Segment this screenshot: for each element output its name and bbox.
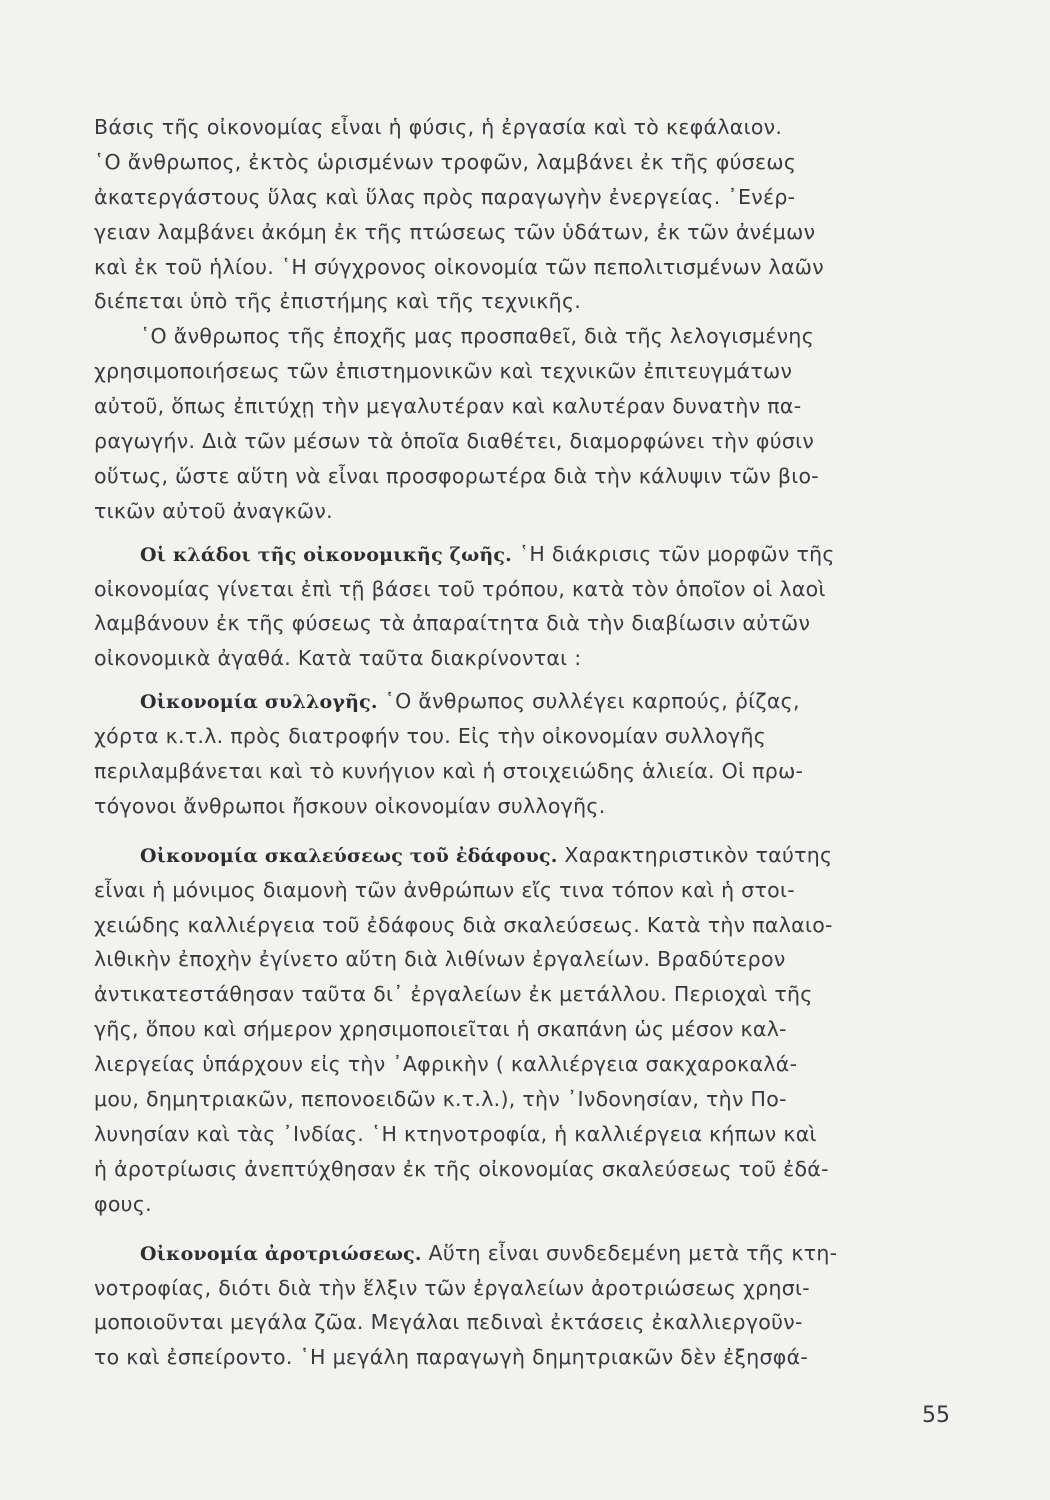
- text-line: αὐτοῦ, ὅπως ἐπιτύχῃ τὴν μεγαλυτέραν καὶ καλυτέραν δυνατὴν πα-: [94, 394, 802, 419]
- text-line: οἰκονομίας γίνεται ἐπὶ τῇ βάσει τοῦ τρόπου, κατὰ τὸν ὁποῖον οἱ λαοὶ: [94, 576, 826, 601]
- text-line: [94, 537, 942, 572]
- text-run: ῾Η διάκρισις τῶν μορφῶν τῆς: [518, 541, 835, 566]
- page-number: 55: [922, 1403, 950, 1428]
- section-heading: Οἰκονομία ἀροτριώσεως.: [140, 1242, 422, 1265]
- section-heading: Οἰκονομία συλλογῆς.: [140, 691, 378, 714]
- text-line: τικῶν αὐτοῦ ἀναγκῶν.: [94, 498, 333, 523]
- body-text: [94, 110, 942, 1375]
- text-line: ραγωγήν. Διὰ τῶν μέσων τὰ ὁποῖα διαθέτει, διαμορφώνει τὴν φύσιν: [94, 429, 815, 454]
- text-line: γῆς, ὅπου καὶ σήμερον χρησιμοποιεῖται ἡ σκαπάνη ὡς μέσον καλ-: [94, 1017, 787, 1042]
- section-heading: Οἱ κλάδοι τῆς οἰκονομικῆς ζωῆς.: [140, 543, 512, 566]
- text-line: οὕτως, ὥστε αὕτη νὰ εἶναι προσφορωτέρα διὰ τὴν κάλυψιν τῶν βιο-: [94, 463, 819, 488]
- text-line: καὶ ἐκ τοῦ ἡλίου. ῾Η σύγχρονος οἰκονομία τῶν πεπολιτισμένων λαῶν: [94, 254, 824, 279]
- text-line: ῾Ο ἄνθρωπος τῆς ἐποχῆς μας προσπαθεῖ, διὰ τῆς λελογισμένης: [140, 324, 815, 349]
- paragraph-6: [94, 1236, 942, 1376]
- text-line: λαμβάνουν ἐκ τῆς φύσεως τὰ ἀπαραίτητα διὰ τὴν διαβίωσιν αὐτῶν: [94, 611, 811, 636]
- text-run: Αὕτη εἶναι συνδεδεμένη μετὰ τῆς κτη-: [428, 1240, 838, 1265]
- text-line: το καὶ ἐσπείροντο. ῾Η μεγάλη παραγωγὴ δημητριακῶν δὲν ἐξησφά-: [94, 1345, 809, 1370]
- paragraph-1: [94, 110, 942, 319]
- text-line: [94, 684, 942, 719]
- text-line: χειώδης καλλιέργεια τοῦ ἐδάφους διὰ σκαλεύσεως. Κατὰ τὴν παλαιο-: [94, 912, 833, 937]
- text-line: [94, 1236, 942, 1271]
- text-line: διέπεται ὑπὸ τῆς ἐπιστήμης καὶ τῆς τεχνικῆς.: [94, 289, 582, 314]
- paragraph-2: [94, 319, 942, 528]
- text-line: λιθικὴν ἐποχὴν ἐγίνετο αὕτη διὰ λιθίνων ἐργαλείων. Βραδύτερον: [94, 947, 786, 972]
- text-line: μου, δημητριακῶν, πεπονοειδῶν κ.τ.λ.), τὴν ᾿Ινδονησίαν, τὴν Πο-: [94, 1087, 787, 1112]
- text-line: γειαν λαμβάνει ἀκόμη ἐκ τῆς πτώσεως τῶν ὑδάτων, ἐκ τῶν ἀνέμων: [94, 219, 816, 244]
- section-heading: Οἰκονομία σκαλεύσεως τοῦ ἐδάφους.: [140, 844, 558, 867]
- text-line: μοποιοῦνται μεγάλα ζῶα. Μεγάλαι πεδιναὶ ἐκτάσεις ἐκαλλιεργοῦν-: [94, 1310, 803, 1335]
- text-line: ἡ ἀροτρίωσις ἀνεπτύχθησαν ἐκ τῆς οἰκονομίας σκαλεύσεως τοῦ ἐδά-: [94, 1156, 829, 1181]
- paragraph-3: [94, 537, 942, 677]
- text-line: χρησιμοποιήσεως τῶν ἐπιστημονικῶν καὶ τεχνικῶν ἐπιτευγμάτων: [94, 359, 793, 384]
- text-run: Χαρακτηριστικὸν ταύτης: [564, 842, 833, 867]
- text-line: ἀντικατεστάθησαν ταῦτα δι᾿ ἐργαλείων ἐκ μετάλλου. Περιοχαὶ τῆς: [94, 982, 813, 1007]
- text-line: ῾Ο ἄνθρωπος, ἐκτὸς ὡρισμένων τροφῶν, λαμβάνει ἐκ τῆς φύσεως: [94, 149, 797, 174]
- text-line: λιεργείας ὑπάρχουν εἰς τὴν ᾿Αφρικὴν ( καλλιέργεια σακχαροκαλά-: [94, 1052, 798, 1077]
- text-run: ῾Ο ἄνθρωπος συλλέγει καρπούς, ῥίζας,: [384, 689, 800, 714]
- text-line: φους.: [94, 1191, 152, 1216]
- text-line: λυνησίαν καὶ τὰς ᾿Ινδίας. ῾Η κτηνοτροφία, ἡ καλλιέργεια κήπων καὶ: [94, 1121, 817, 1146]
- text-line: νοτροφίας, διότι διὰ τὴν ἕλξιν τῶν ἐργαλείων ἀροτριώσεως χρησι-: [94, 1275, 810, 1300]
- text-line: ἀκατεργάστους ὕλας καὶ ὕλας πρὸς παραγωγὴν ἐνεργείας. ᾿Ενέρ-: [94, 184, 796, 209]
- text-line: [94, 838, 942, 873]
- paragraph-4: [94, 684, 942, 824]
- text-line: χόρτα κ.τ.λ. πρὸς διατροφήν του. Εἰς τὴν οἰκονομίαν συλλογῆς: [94, 724, 767, 749]
- text-line: εἶναι ἡ μόνιμος διαμονὴ τῶν ἀνθρώπων εἴς τινα τόπον καὶ ἡ στοι-: [94, 877, 795, 902]
- text-line: Βάσις τῆς οἰκονομίας εἶναι ἡ φύσις, ἡ ἐργασία καὶ τὸ κεφάλαιον.: [94, 115, 783, 139]
- paragraph-5: [94, 838, 942, 1222]
- text-line: περιλαμβάνεται καὶ τὸ κυνήγιον καὶ ἡ στοιχειώδης ἁλιεία. Οἱ πρω-: [94, 759, 804, 784]
- text-line: οἰκονομικὰ ἀγαθά. Κατὰ ταῦτα διακρίνονται :: [94, 646, 582, 671]
- text-line: τόγονοι ἄνθρωποι ἤσκουν οἰκονομίαν συλλογῆς.: [94, 793, 606, 818]
